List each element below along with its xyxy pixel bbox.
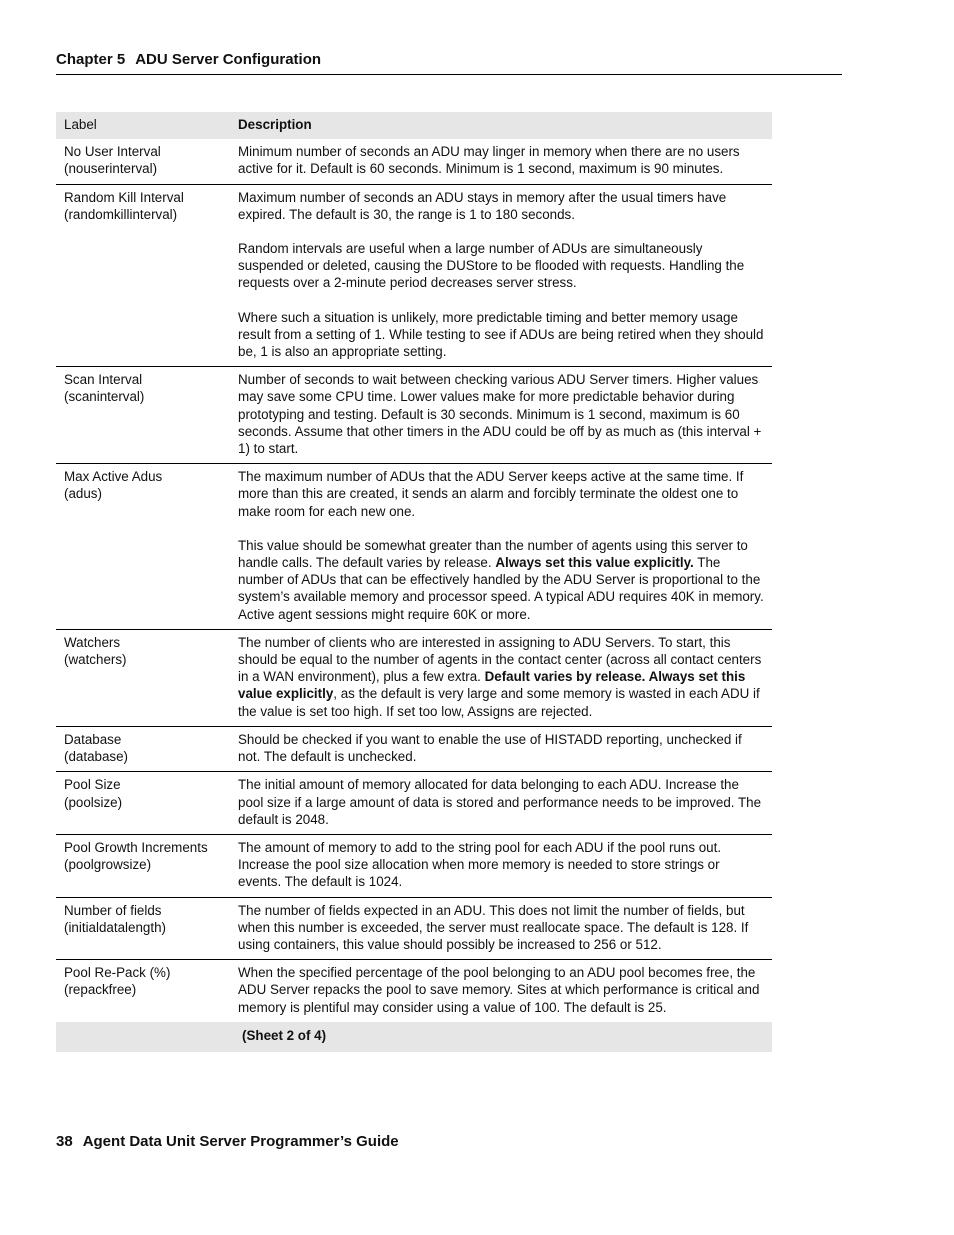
parameter-label-cell xyxy=(56,629,230,726)
parameter-key: (database) xyxy=(64,749,129,765)
page-number: 38 xyxy=(56,1133,73,1150)
description-text: Number of seconds to wait between checking various ADU Server timers. Higher values may save some CPU time. Lower values make for more predictable behavior during prototyping and testing. Default is 30 seconds. Minimum is 1 second, maximum is 60 seconds. Assume that other timers in the ADU could be off by as much as (this interval + 1) to start. xyxy=(238,372,762,457)
emphasis-text: Always set this value explicitly. xyxy=(495,555,694,571)
parameter-name: Scan Interval xyxy=(64,372,143,388)
parameter-table xyxy=(56,112,772,1052)
parameter-name: Pool Size xyxy=(64,777,121,793)
description-text: When the specified percentage of the pool belonging to an ADU pool becomes free, the ADU Server repacks the pool to save memory. Sites at which performance is critical and memory is plentiful may consider using a value of 100. The default is 25. xyxy=(238,965,760,1015)
table-row xyxy=(56,184,772,367)
description-text: This value should be somewhat greater than the number of agents using this server to handle calls. The default varies by release. xyxy=(238,537,748,571)
parameter-key: (scaninterval) xyxy=(64,389,145,405)
parameter-description-cell xyxy=(230,367,772,464)
parameter-key: (adus) xyxy=(64,486,102,502)
parameter-description-cell xyxy=(230,772,772,835)
emphasis-text: Default varies by release. Always set this value explicitly xyxy=(238,669,746,702)
description-paragraph xyxy=(238,189,764,223)
description-paragraph xyxy=(238,731,764,765)
parameter-description-cell xyxy=(230,184,772,367)
table-row xyxy=(56,367,772,464)
parameter-description-cell xyxy=(230,629,772,726)
description-text: Maximum number of seconds an ADU stays in memory after the usual timers have expired. The default is 30, the range is 1 to 180 seconds. xyxy=(238,189,727,222)
description-paragraph xyxy=(238,371,764,457)
parameter-name: Max Active Adus xyxy=(64,469,163,485)
table-row xyxy=(56,960,772,1022)
book-title: Agent Data Unit Server Programmer’s Guide xyxy=(82,1133,399,1150)
description-text: The amount of memory to add to the string pool for each ADU if the pool runs out. Increase the pool size allocation when more memory is needed to store strings or events. The default is 1024. xyxy=(238,839,722,890)
description-paragraph xyxy=(238,902,764,954)
parameter-label-cell xyxy=(56,834,230,897)
parameter-name: Pool Re-Pack (%) xyxy=(64,965,171,981)
parameter-label-cell xyxy=(56,184,230,367)
description-paragraph xyxy=(238,537,764,623)
description-paragraph xyxy=(238,776,764,828)
parameter-name: Pool Growth Increments xyxy=(64,839,208,855)
table-row xyxy=(56,139,772,184)
parameter-key: (poolsize) xyxy=(64,794,123,810)
parameter-name: Number of fields xyxy=(64,902,162,918)
description-paragraph xyxy=(238,964,764,1016)
parameter-label-cell xyxy=(56,897,230,960)
chapter-title: ADU Server Configuration xyxy=(135,51,322,68)
parameter-description-cell xyxy=(230,960,772,1022)
description-text: , as the default is very large and some memory is wasted in each ADU if the value is set too high. If set too low, Assigns are rejected. xyxy=(238,686,760,719)
parameter-label-cell xyxy=(56,139,230,184)
description-text: The maximum number of ADUs that the ADU Server keeps active at the same time. If more than this are created, it sends an alarm and forcibly terminate the oldest one to make room for each new one. xyxy=(238,469,744,519)
parameter-description-cell xyxy=(230,464,772,630)
description-text: Should be checked if you want to enable the use of HISTADD reporting, unchecked if not. The default is unchecked. xyxy=(238,731,742,765)
table-row xyxy=(56,897,772,960)
parameter-name: No User Interval xyxy=(64,144,161,160)
column-header-description: Description xyxy=(230,112,772,139)
description-paragraph xyxy=(238,839,764,891)
parameter-label-cell xyxy=(56,367,230,464)
parameter-key: (initialdatalength) xyxy=(64,919,166,935)
parameter-label-cell xyxy=(56,726,230,771)
description-text: Where such a situation is unlikely, more predictable timing and better memory usage result from a setting of 1. While testing to see if ADUs are being retired when they should be, 1 is also an appropriate setting. xyxy=(238,309,764,360)
description-text: Random intervals are useful when a large number of ADUs are simultaneously suspended or deleted, causing the DUStore to be flooded with requests. Handling the requests over a 2-minute period decreases server stress. xyxy=(238,241,745,291)
parameter-name: Database xyxy=(64,731,122,747)
parameter-description-cell xyxy=(230,897,772,960)
description-text: The number of clients who are interested in assigning to ADU Servers. To start, this should be equal to the number of agents in the contact center (across all contact centers in a WAN environment), plus a few extra. xyxy=(238,634,762,685)
parameter-name: Random Kill Interval xyxy=(64,189,184,205)
parameter-description-cell xyxy=(230,834,772,897)
description-paragraph xyxy=(238,309,764,361)
parameter-key: (repackfree) xyxy=(64,982,137,998)
parameter-key: (nouserinterval) xyxy=(64,161,158,177)
parameter-key: (watchers) xyxy=(64,652,127,668)
table-row xyxy=(56,834,772,897)
column-header-label: Label xyxy=(56,112,230,139)
description-paragraph xyxy=(238,240,764,292)
parameter-name: Watchers xyxy=(64,634,121,650)
table-footer-row xyxy=(56,1022,772,1052)
description-paragraph xyxy=(238,468,764,520)
description-text: Minimum number of seconds an ADU may linger in memory when there are no users active for it. Default is 60 seconds. Minimum is 1 second, maximum is 90 minutes. xyxy=(238,144,740,177)
table-row xyxy=(56,772,772,835)
sheet-note: (Sheet 2 of 4) xyxy=(230,1022,772,1052)
description-text: The initial amount of memory allocated for data belonging to each ADU. Increase the pool size if a large amount of data is stored and performance needs to be improved. The default is 2048. xyxy=(238,777,762,827)
parameter-description-cell xyxy=(230,726,772,771)
parameter-label-cell xyxy=(56,464,230,630)
table-row xyxy=(56,629,772,726)
parameter-label-cell xyxy=(56,960,230,1022)
description-paragraph xyxy=(238,634,764,720)
description-paragraph xyxy=(238,143,764,177)
page-footer xyxy=(56,1133,399,1150)
table-body xyxy=(56,139,772,1022)
table-header-row xyxy=(56,112,772,139)
parameter-key: (poolgrowsize) xyxy=(64,857,152,873)
description-text: The number of fields expected in an ADU. This does not limit the number of fields, but when this number is exceeded, the server must reallocate space. The default is 128. If using containers, this value should possibly be increased to 256 or 512. xyxy=(238,902,749,952)
table-row xyxy=(56,726,772,771)
chapter-number: Chapter 5 xyxy=(56,51,126,68)
description-text: The number of ADUs that can be effectively handled by the ADU Server is proportional to the system’s available memory and processor speed. A typical ADU requires 40K in memory. Active agent sessions might require 60K or more. xyxy=(238,555,764,622)
parameter-description-cell xyxy=(230,139,772,184)
parameter-key: (randomkillinterval) xyxy=(64,206,178,222)
parameter-label-cell xyxy=(56,772,230,835)
chapter-header xyxy=(56,51,842,75)
table-row xyxy=(56,464,772,630)
